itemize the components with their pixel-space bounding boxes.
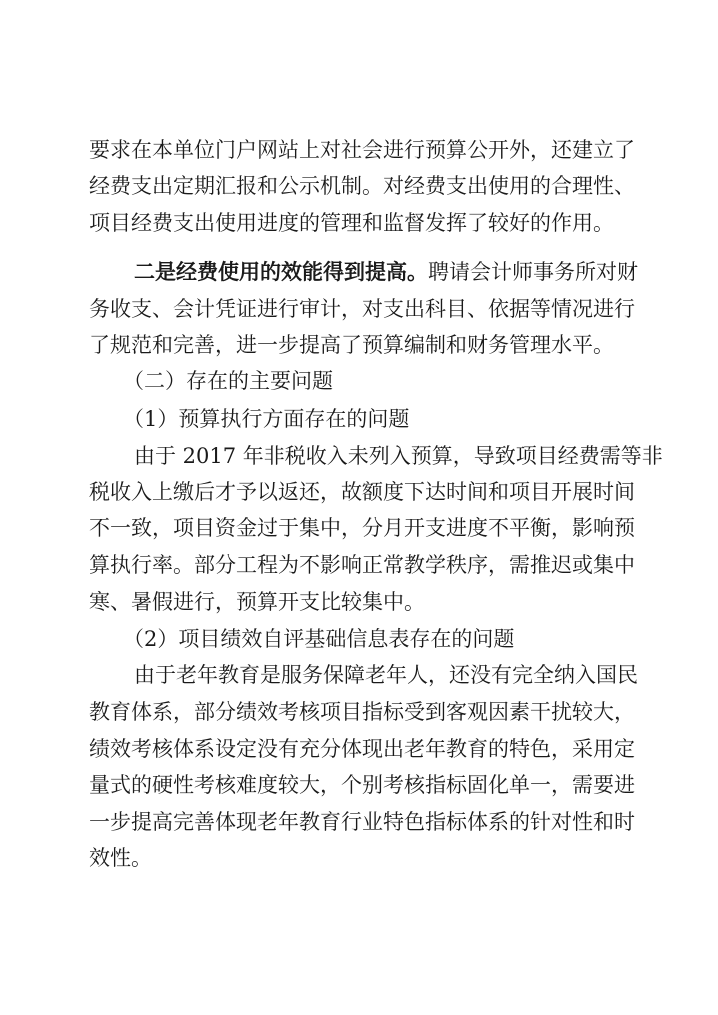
paragraph-2-line-1 [134,257,638,287]
paragraph-4-line-2: 教育体系，部分绩效考核项目指标受到客观因素干扰较大， [89,700,635,724]
paragraph-3-line-5: 寒、暑假进行，预算开支比较集中。 [89,590,425,614]
paragraph-2-line-1-rest: 聘请会计师事务所对财 [428,260,638,284]
paragraph-3-line-3: 不一致，项目资金过于集中，分月开支进度不平衡，影响预 [89,516,635,540]
paragraph-4-line-3: 绩效考核体系设定没有充分体现出老年教育的特色，采用定 [89,737,635,761]
paragraph-1-line-3: 项目经费支出使用进度的管理和监督发挥了较好的作用。 [89,211,614,235]
paragraph-4-line-5: 一步提高完善体现老年教育行业特色指标体系的针对性和时 [89,810,635,834]
paragraph-4-line-6: 效性。 [89,846,152,870]
paragraph-3-line-2: 税收入上缴后才予以返还，故额度下达时间和项目开展时间 [89,480,635,504]
paragraph-3-line-4: 算执行率。部分工程为不影响正常教学秩序，需推迟或集中 [89,553,635,577]
paragraph-4-line-4: 量式的硬性考核难度较大，个别考核指标固化单一，需要进 [89,773,635,797]
paragraph-1-line-2: 经费支出定期汇报和公示机制。对经费支出使用的合理性、 [89,174,635,198]
section-heading-problems: （二）存在的主要问题 [123,369,333,393]
paragraph-2-line-2: 务收支、会计凭证进行审计，对支出科目、依据等情况进行 [89,297,635,321]
paragraph-3-line-1: 由于 2017 年非税收入未列入预算，导致项目经费需等非 [134,444,663,468]
paragraph-2-lead-bold: 二是经费使用的效能得到提高。 [134,259,428,284]
paragraph-4-line-1: 由于老年教育是服务保障老年人，还没有完全纳入国民 [134,663,638,687]
subsection-heading-budget-execution: （1）预算执行方面存在的问题 [123,407,410,431]
paragraph-2-line-3: 了规范和完善，进一步提高了预算编制和财务管理水平。 [89,333,614,357]
subsection-heading-performance-table: （2）项目绩效自评基础信息表存在的问题 [123,627,515,651]
paragraph-1-line-1: 要求在本单位门户网站上对社会进行预算公开外，还建立了 [89,138,635,162]
